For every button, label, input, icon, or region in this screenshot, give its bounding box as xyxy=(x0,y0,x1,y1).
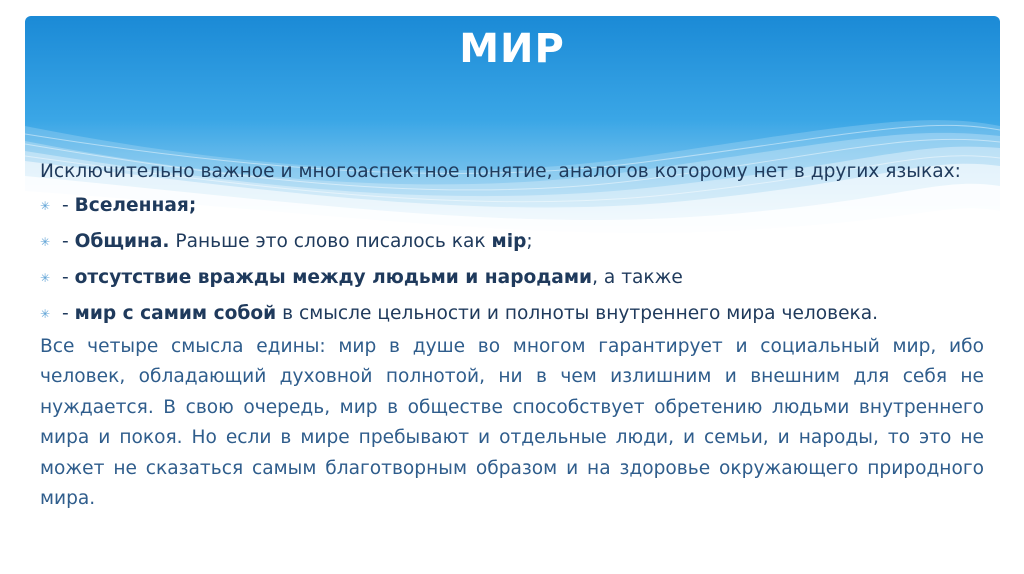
intro-paragraph: Исключительно важное и многоаспектное понятие, аналогов которому нет в других языках: xyxy=(40,161,961,182)
bullet-prefix: - xyxy=(62,194,75,216)
bullet-bold-word: мiр xyxy=(491,230,527,252)
closing-block xyxy=(40,332,984,515)
bullet-text: Раньше это слово писалось как xyxy=(169,230,492,252)
list-item xyxy=(40,188,984,224)
bullet-list xyxy=(40,188,984,332)
list-item xyxy=(40,260,984,296)
star-bullet-icon: ✳ xyxy=(40,234,51,249)
slide-title: МИР xyxy=(459,26,565,72)
bullet-bold: отсутствие вражды между людьми и народами xyxy=(74,266,593,288)
bullet-text-end: ; xyxy=(526,230,533,252)
bullet-prefix: - xyxy=(62,266,75,288)
bullet-bold: Вселенная; xyxy=(74,194,197,216)
star-bullet-icon: ✳ xyxy=(40,270,51,285)
bullet-bold: мир с самим собой xyxy=(74,302,277,324)
bullet-prefix: - xyxy=(62,302,75,324)
bullet-prefix: - xyxy=(62,230,75,252)
closing-paragraph: Все четыре смысла едины: мир в душе во многом гарантирует и социальный мир, ибо человек, обладающий духовной полнотой, ни в чем излишним и внешним для себя не нуждается. В свою очередь, мир в обществе способствует обретению людьми внутреннего мира и покоя. Но если в мире пребывают и отдельные люди, и семьи, и народы, то это не может не сказаться самым благотворным образом и на здоровье окружающего природного мира. xyxy=(40,335,984,509)
list-item xyxy=(40,296,984,332)
star-bullet-icon: ✳ xyxy=(40,198,51,213)
bullet-text: в смысле цельности и полноты внутреннего мира человека. xyxy=(276,302,879,324)
bullet-bold: Община. xyxy=(74,230,170,252)
star-bullet-icon: ✳ xyxy=(40,306,51,321)
list-item xyxy=(40,224,984,260)
body-content xyxy=(40,157,984,515)
bullet-text: , а также xyxy=(592,266,683,288)
